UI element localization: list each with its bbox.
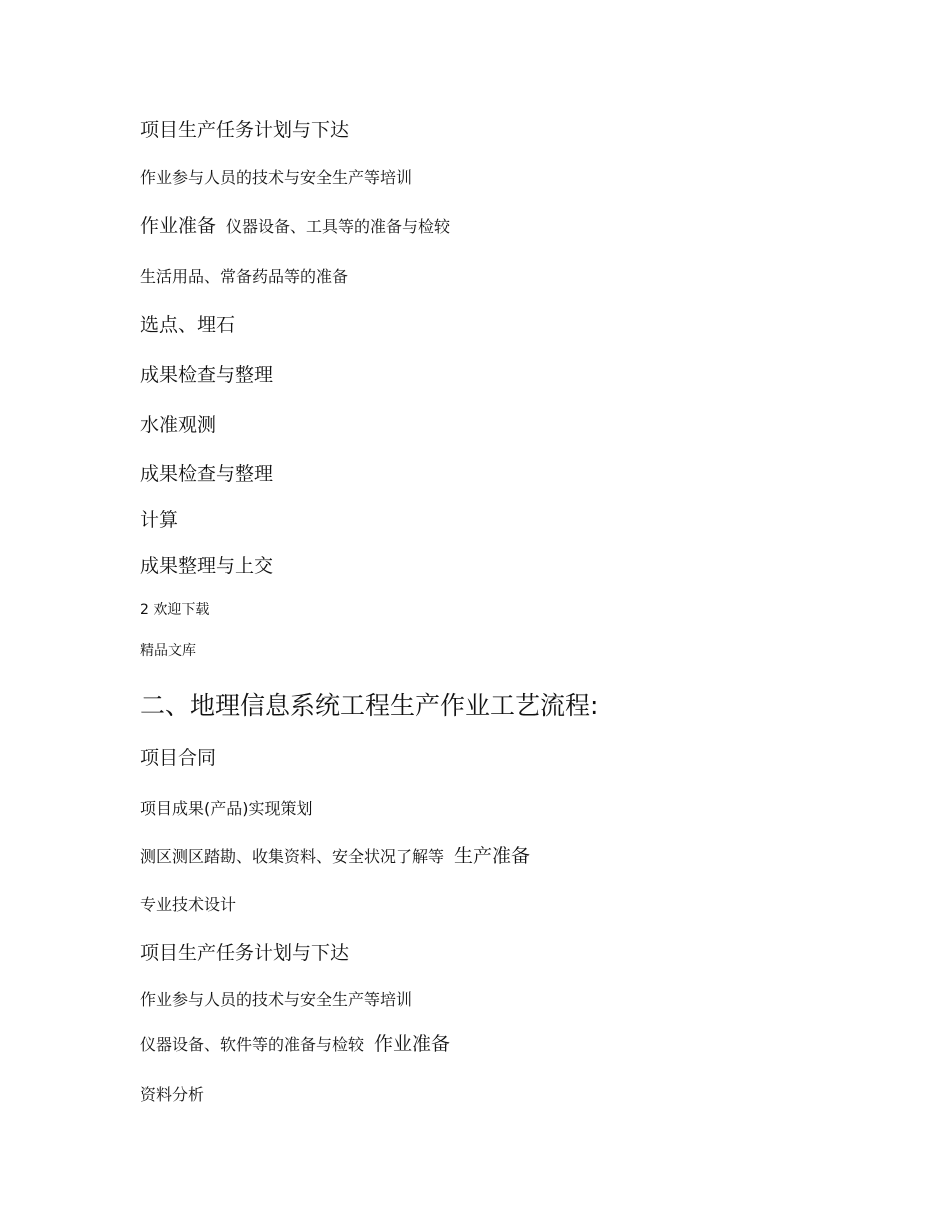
label-work-prep: 作业准备 bbox=[140, 215, 217, 237]
line-task-plan: 项目生产任务计划与下达 bbox=[140, 119, 350, 141]
line-tech-design: 专业技术设计 bbox=[140, 895, 237, 914]
line-training-2: 作业参与人员的技术与安全生产等培训 bbox=[140, 990, 413, 1009]
line-supplies: 生活用品、常备药品等的准备 bbox=[140, 267, 349, 286]
text-equipment-prep: 仪器设备、工具等的准备与检较 bbox=[226, 217, 451, 236]
line-compute: 计算 bbox=[140, 509, 179, 531]
line-work-prep bbox=[140, 217, 450, 236]
line-production-prep bbox=[140, 847, 530, 866]
line-result-check-1: 成果检查与整理 bbox=[140, 364, 274, 386]
page-footer: 2 欢迎下载 bbox=[140, 602, 210, 618]
text-software-prep: 仪器设备、软件等的准备与检较 bbox=[140, 1035, 365, 1054]
label-work-prep-2: 作业准备 bbox=[374, 1033, 451, 1055]
line-site-selection: 选点、埋石 bbox=[140, 314, 236, 336]
label-production-prep: 生产准备 bbox=[454, 845, 531, 867]
page-header: 精品文库 bbox=[140, 643, 196, 659]
line-leveling: 水准观测 bbox=[140, 414, 217, 436]
text-survey: 测区测区踏勘、收集资料、安全状况了解等 bbox=[140, 847, 445, 866]
line-training: 作业参与人员的技术与安全生产等培训 bbox=[140, 168, 413, 187]
line-planning: 项目成果(产品)实现策划 bbox=[140, 799, 313, 818]
line-contract: 项目合同 bbox=[140, 747, 217, 769]
line-result-check-2: 成果检查与整理 bbox=[140, 463, 274, 485]
line-submit: 成果整理与上交 bbox=[140, 555, 274, 577]
line-work-prep-2 bbox=[140, 1035, 450, 1054]
line-task-plan-2: 项目生产任务计划与下达 bbox=[140, 942, 350, 964]
section-heading: 二、地理信息系统工程生产作业工艺流程: bbox=[140, 691, 599, 720]
line-data-analysis: 资料分析 bbox=[140, 1085, 205, 1104]
